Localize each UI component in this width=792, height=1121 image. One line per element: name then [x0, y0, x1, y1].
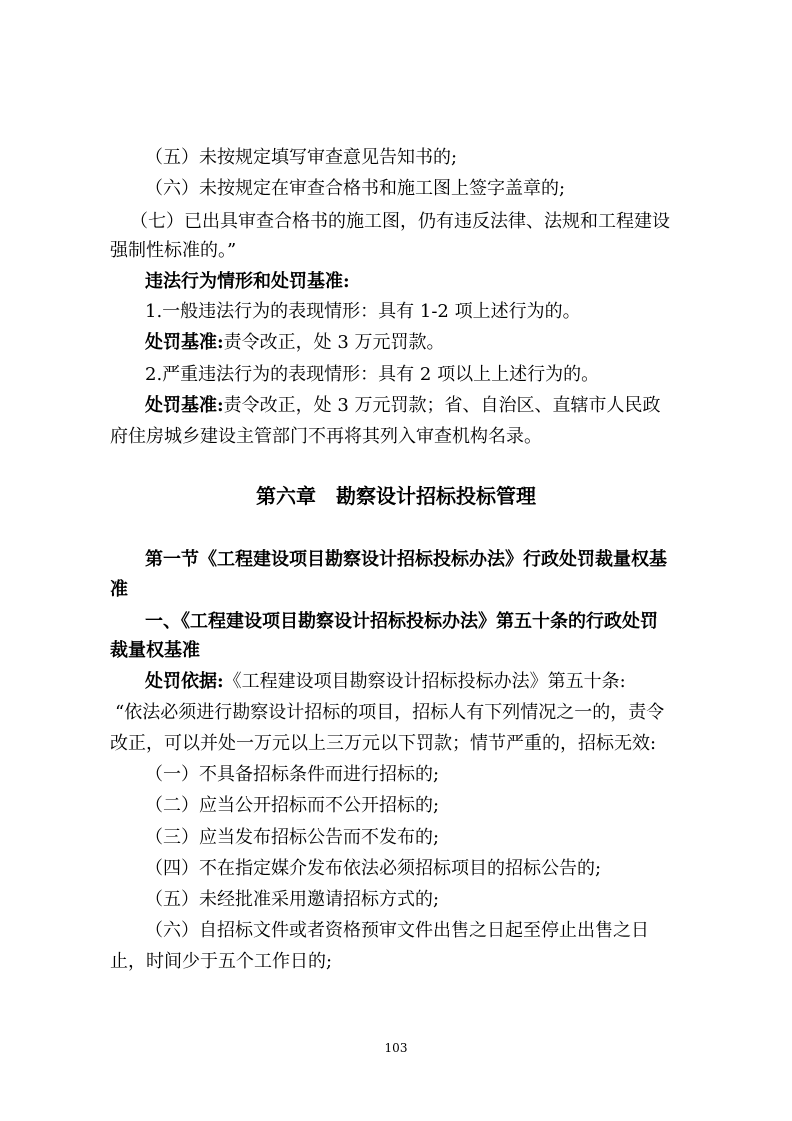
list-item-6: （六）自招标文件或者资格预审文件出售之日起至停止出售之日 [145, 920, 649, 941]
list-item-4: （四）不在指定媒介发布依法必须招标项目的招标公告的; [145, 858, 602, 879]
penalty-standard-1 [145, 331, 445, 355]
subsection-heading: 一、《工程建设项目勘察设计招标投标办法》第五十条的行政处罚 [145, 611, 658, 632]
page-number: 103 [384, 1041, 408, 1055]
item-7-review: （七）已出具审查合格书的施工图，仍有违反法律、法规和工程建设 [130, 211, 670, 232]
section-heading: 第一节《工程建设项目勘察设计招标投标办法》行政处罚裁量权基 [145, 549, 667, 570]
general-violation: 1.一般违法行为的表现情形：具有 1-2 项上述行为的。 [145, 301, 581, 322]
section-heading-cont: 准 [110, 579, 128, 600]
penalty-basis [145, 670, 626, 694]
basis-text: 《工程建设项目勘察设计招标投标办法》第五十条: [223, 671, 626, 692]
penalty-text: 责令改正，处 3 万元罚款。 [223, 332, 445, 353]
list-item-5: （五）未经批准采用邀请招标方式的; [145, 889, 440, 910]
penalty-label: 处罚基准: [145, 395, 224, 416]
penalty-standard-2 [145, 394, 661, 418]
penalty-standard-2-cont: 府住房城乡建设主管部门不再将其列入审查机构名录。 [110, 426, 542, 447]
section-label-violation: 违法行为情形和处罚基准: [145, 271, 350, 292]
law-quote-cont: 改正，可以并处一万元以上三万元以下罚款；情节严重的，招标无效: [110, 733, 657, 754]
list-item-3: （三）应当发布招标公告而不发布的; [145, 827, 440, 848]
item-6-review: （六）未按规定在审查合格书和施工图上签字盖章的; [145, 178, 566, 199]
law-quote: “依法必须进行勘察设计招标的项目，招标人有下列情况之一的，责令 [115, 702, 665, 723]
list-item-2: （二）应当公开招标而不公开招标的; [145, 795, 440, 816]
penalty-text: 责令改正，处 3 万元罚款；省、自治区、直辖市人民政 [223, 395, 661, 416]
serious-violation: 2.严重违法行为的表现情形：具有 2 项以上上述行为的。 [145, 364, 600, 385]
penalty-label: 处罚基准: [145, 332, 224, 353]
list-item-1: （一）不具备招标条件而进行招标的; [145, 764, 440, 785]
item-5-review: （五）未按规定填写审查意见告知书的; [145, 147, 458, 168]
item-7-review-cont: 强制性标准的。” [110, 240, 237, 261]
basis-label: 处罚依据: [145, 671, 224, 692]
list-item-6-cont: 止，时间少于五个工作日的; [110, 951, 333, 972]
chapter-heading: 第六章 勘察设计招标投标管理 [256, 484, 536, 508]
subsection-heading-cont: 裁量权基准 [110, 640, 200, 661]
